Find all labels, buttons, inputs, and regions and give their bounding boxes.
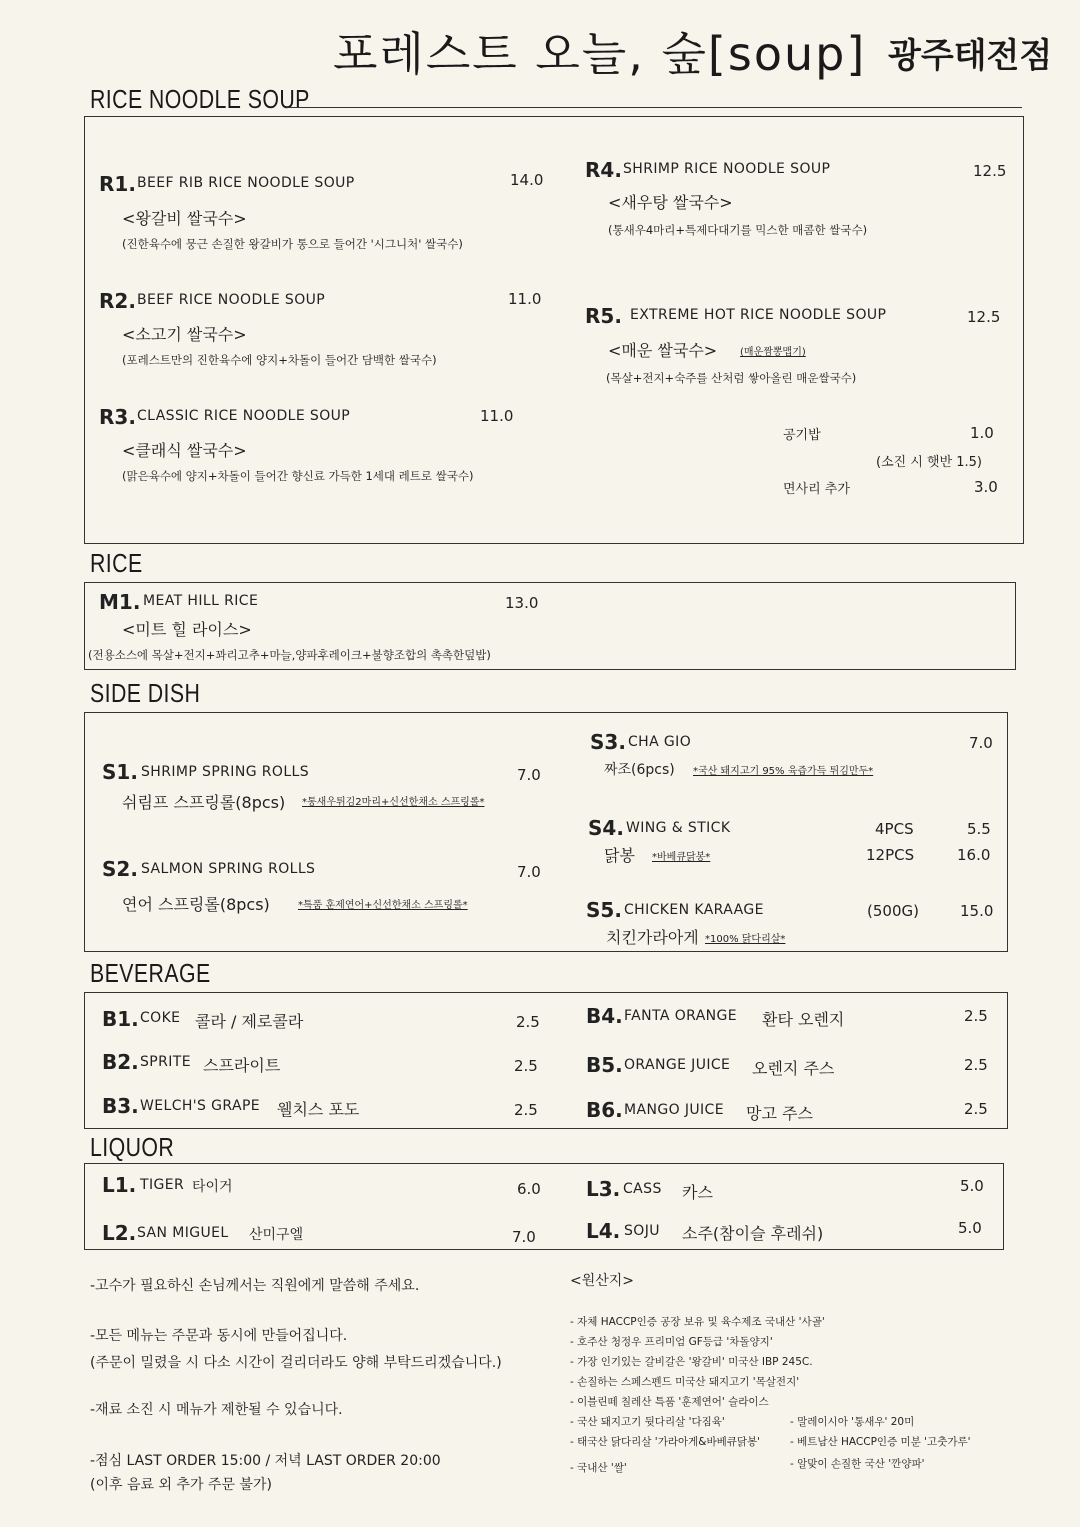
item-code: R5. bbox=[585, 304, 622, 328]
item-korean-name: 짜조(6pcs) bbox=[604, 762, 675, 778]
note-made-to-order: -모든 메뉴는 주문과 동시에 만들어집니다. bbox=[90, 1328, 348, 1344]
item-korean-name: 타이거 bbox=[192, 1179, 233, 1195]
note-sold-out: -재료 소진 시 메뉴가 제한될 수 있습니다. bbox=[90, 1402, 343, 1418]
item-price: 12.5 bbox=[967, 308, 1001, 326]
item-name: MANGO JUICE bbox=[624, 1102, 724, 1118]
item-korean-name: 닭봉 bbox=[604, 846, 635, 865]
section-title-rice-noodle-soup: RICE NOODLE SOUP bbox=[90, 84, 310, 114]
item-code: B3. bbox=[102, 1094, 139, 1118]
extra-noodle-price: 3.0 bbox=[974, 478, 998, 496]
origin-line: - 이블린떼 칠레산 특품 '훈제연어' 슬라이스 bbox=[570, 1396, 769, 1408]
item-price: 7.0 bbox=[512, 1228, 536, 1246]
item-code: M1. bbox=[99, 590, 141, 614]
origin-line: - 국내산 '쌀' bbox=[570, 1462, 627, 1474]
item-name: CHICKEN KARAAGE bbox=[624, 902, 764, 918]
item-korean-name: 산미구엘 bbox=[249, 1227, 304, 1243]
origin-line: - 알맞이 손질한 국산 '깐양파' bbox=[790, 1458, 925, 1470]
item-korean-name: 환타 오렌지 bbox=[762, 1010, 845, 1029]
item-option: (500G) bbox=[867, 902, 919, 920]
item-name: MEAT HILL RICE bbox=[143, 593, 259, 609]
extra-noodle-label: 면사리 추가 bbox=[783, 482, 850, 497]
item-name: FANTA ORANGE bbox=[624, 1008, 738, 1024]
origin-line: - 태국산 닭다리살 '가라아게&바베큐닭봉' bbox=[570, 1436, 761, 1448]
item-option-2: 12PCS bbox=[866, 846, 915, 864]
item-name: SALMON SPRING ROLLS bbox=[141, 861, 316, 877]
item-price: 15.0 bbox=[960, 902, 994, 920]
item-description: (포레스트만의 진한육수에 양지+차돌이 들어간 담백한 쌀국수) bbox=[122, 353, 437, 367]
section-title-liquor: LIQUOR bbox=[90, 1132, 175, 1162]
item-code: B5. bbox=[586, 1053, 623, 1077]
item-price-2: 16.0 bbox=[957, 846, 991, 864]
item-name: SHRIMP SPRING ROLLS bbox=[141, 764, 310, 780]
origin-line: - 호주산 청정우 프리미엄 GF등급 '차돌양지' bbox=[570, 1336, 773, 1348]
item-name: BEEF RICE NOODLE SOUP bbox=[137, 292, 326, 308]
item-price: 6.0 bbox=[517, 1180, 541, 1198]
item-korean-name: 망고 주스 bbox=[746, 1104, 813, 1123]
item-price: 13.0 bbox=[505, 594, 539, 612]
item-name: CLASSIC RICE NOODLE SOUP bbox=[137, 408, 351, 424]
item-price: 2.5 bbox=[964, 1007, 988, 1025]
note-coriander: -고수가 필요하신 손님께서는 직원에게 말씀해 주세요. bbox=[90, 1278, 420, 1294]
item-code: L3. bbox=[586, 1177, 621, 1201]
item-description: (목살+전지+숙주를 산처럼 쌓아올린 매운쌀국수) bbox=[606, 371, 857, 385]
origin-line: - 국산 돼지고기 뒷다리살 '다짐육' bbox=[570, 1416, 725, 1428]
item-korean-name: 콜라 / 제로콜라 bbox=[195, 1012, 304, 1031]
origin-line: - 자체 HACCP인증 공장 보유 및 육수제조 국내산 '사골' bbox=[570, 1316, 825, 1328]
section-title-beverage: BEVERAGE bbox=[90, 958, 211, 988]
item-price: 2.5 bbox=[514, 1057, 538, 1075]
item-price: 11.0 bbox=[480, 407, 514, 425]
item-price: 11.0 bbox=[508, 290, 542, 308]
item-description: (통새우4마리+특제다대기를 믹스한 매콤한 쌀국수) bbox=[608, 223, 868, 237]
note-wait-time: (주문이 밀렸을 시 다소 시간이 걸리더라도 양해 부탁드리겠습니다.) bbox=[90, 1355, 502, 1371]
item-name: SPRITE bbox=[140, 1054, 191, 1070]
item-name: CHA GIO bbox=[628, 734, 692, 750]
item-korean-name: <매운 쌀국수> bbox=[608, 341, 718, 360]
item-name: ORANGE JUICE bbox=[624, 1057, 731, 1073]
item-price: 5.0 bbox=[960, 1177, 984, 1195]
item-korean-name: 치킨가라아게 bbox=[606, 928, 699, 947]
branch-name: 광주태전점 bbox=[888, 36, 1053, 76]
origin-line: - 말레이시아 '통새우' 20미 bbox=[790, 1416, 915, 1428]
item-name: BEEF RIB RICE NOODLE SOUP bbox=[137, 175, 355, 191]
item-tag: *통새우튀김2마리+신선한채소 스프링롤* bbox=[302, 797, 485, 808]
item-description: (진한육수에 뭉근 손질한 왕갈비가 통으로 들어간 '시그니처' 쌀국수) bbox=[122, 237, 463, 251]
item-name: SOJU bbox=[624, 1223, 660, 1239]
note-no-additional-order: (이후 음료 외 추가 주문 불가) bbox=[90, 1477, 272, 1493]
item-code: R1. bbox=[99, 172, 136, 196]
item-korean-name: <새우탕 쌀국수> bbox=[608, 193, 733, 212]
item-name: SHRIMP RICE NOODLE SOUP bbox=[623, 161, 831, 177]
item-name: EXTREME HOT RICE NOODLE SOUP bbox=[630, 307, 887, 323]
item-code: S1. bbox=[102, 760, 138, 784]
item-tag: *바베큐닭봉* bbox=[652, 852, 711, 863]
item-tag: *100% 닭다리살* bbox=[705, 934, 786, 945]
item-code: L4. bbox=[586, 1219, 621, 1243]
item-tag: *특품 훈제연어+신선한채소 스프링롤* bbox=[298, 900, 468, 911]
item-code: S4. bbox=[588, 816, 624, 840]
item-name: COKE bbox=[140, 1010, 181, 1026]
item-korean-name: 오렌지 주스 bbox=[752, 1059, 835, 1078]
item-name: WING & STICK bbox=[626, 820, 731, 836]
item-tag: *국산 돼지고기 95% 육즙가득 튀김만두* bbox=[693, 766, 874, 777]
extra-rice-note: (소진 시 햇반 1.5) bbox=[876, 455, 983, 470]
item-name: WELCH'S GRAPE bbox=[140, 1098, 261, 1114]
item-price: 14.0 bbox=[510, 171, 544, 189]
item-price: 2.5 bbox=[516, 1013, 540, 1031]
item-korean-name: 카스 bbox=[682, 1183, 713, 1202]
item-korean-name: <미트 힐 라이스> bbox=[122, 620, 252, 639]
item-code: R4. bbox=[585, 158, 622, 182]
item-korean-name: 웰치스 포도 bbox=[277, 1100, 360, 1119]
item-name: SAN MIGUEL bbox=[137, 1225, 229, 1241]
section-title-side-dish: SIDE DISH bbox=[90, 678, 201, 708]
extra-rice-label: 공기밥 bbox=[783, 428, 821, 443]
item-price: 12.5 bbox=[973, 162, 1007, 180]
origin-line: - 가장 인기있는 갈비갈은 '왕갈비' 미국산 IBP 245C. bbox=[570, 1356, 813, 1368]
item-price: 2.5 bbox=[964, 1100, 988, 1118]
item-code: B4. bbox=[586, 1004, 623, 1028]
restaurant-title: 포레스트 오늘, 숲[soup] bbox=[333, 27, 867, 81]
item-korean-name: 쉬림프 스프링롤(8pcs) bbox=[122, 793, 286, 812]
item-price: 2.5 bbox=[514, 1101, 538, 1119]
item-korean-name: 스프라이트 bbox=[203, 1056, 281, 1075]
item-price: 7.0 bbox=[969, 734, 993, 752]
item-korean-name: 연어 스프링롤(8pcs) bbox=[122, 895, 270, 914]
item-name: CASS bbox=[623, 1181, 662, 1197]
item-korean-name: 소주(참이슬 후레쉬) bbox=[682, 1224, 824, 1243]
item-code: R3. bbox=[99, 405, 136, 429]
origin-line: - 손질하는 스페스펜드 미국산 돼지고기 '목살전지' bbox=[570, 1376, 800, 1388]
item-korean-name: <왕갈비 쌀국수> bbox=[122, 209, 247, 228]
origin-line: - 베트남산 HACCP인증 미분 '고춧가루' bbox=[790, 1436, 971, 1448]
item-price: 7.0 bbox=[517, 766, 541, 784]
item-name: TIGER bbox=[140, 1177, 185, 1193]
item-korean-name: <클래식 쌀국수> bbox=[122, 441, 247, 460]
item-code: R2. bbox=[99, 289, 136, 313]
item-code: B6. bbox=[586, 1098, 623, 1122]
item-price: 2.5 bbox=[964, 1056, 988, 1074]
item-code: S2. bbox=[102, 857, 138, 881]
item-price-1: 5.5 bbox=[967, 820, 991, 838]
item-code: L1. bbox=[102, 1173, 137, 1197]
item-code: B2. bbox=[102, 1050, 139, 1074]
section-title-rice: RICE bbox=[90, 548, 143, 578]
item-description: (전용소스에 목살+전지+꽈리고추+마늘,양파후레이크+불향조합의 촉촉한덮밥) bbox=[88, 648, 491, 662]
item-spice-tag: (매운짬뽕맵기) bbox=[740, 347, 806, 358]
section-rule bbox=[286, 107, 1022, 108]
item-description: (맑은육수에 양지+차돌이 들어간 향신료 가득한 1세대 레트로 쌀국수) bbox=[122, 469, 474, 483]
item-code: S3. bbox=[590, 730, 626, 754]
item-price: 5.0 bbox=[958, 1219, 982, 1237]
item-code: L2. bbox=[102, 1221, 137, 1245]
item-korean-name: <소고기 쌀국수> bbox=[122, 325, 247, 344]
item-code: S5. bbox=[586, 898, 622, 922]
item-price: 7.0 bbox=[517, 863, 541, 881]
origin-title: <원산지> bbox=[570, 1273, 635, 1289]
note-last-order: -점심 LAST ORDER 15:00 / 저녁 LAST ORDER 20:00 bbox=[90, 1453, 441, 1469]
item-code: B1. bbox=[102, 1007, 139, 1031]
item-option-1: 4PCS bbox=[875, 820, 914, 838]
extra-rice-price: 1.0 bbox=[970, 424, 994, 442]
